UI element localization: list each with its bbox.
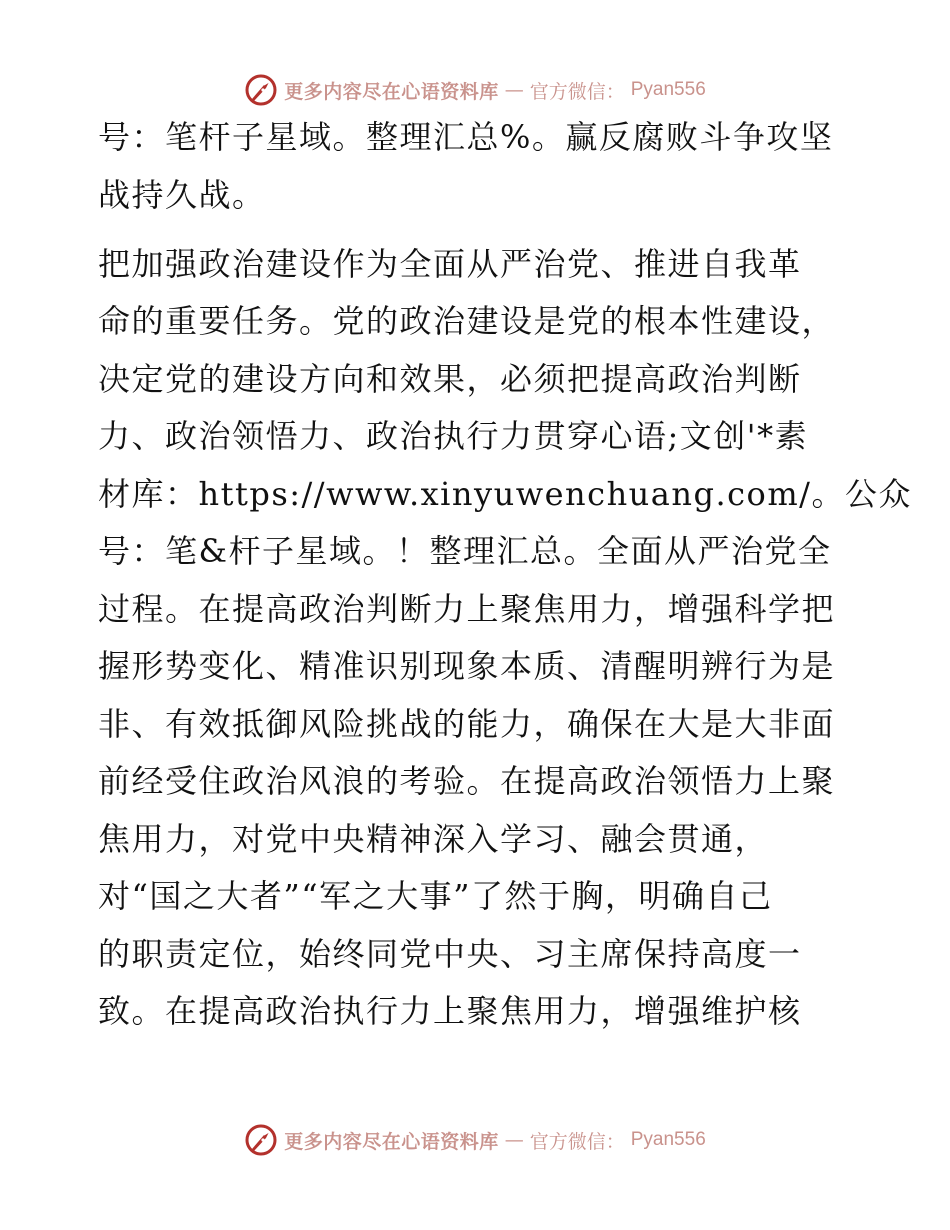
body-line: 焦用力，对党中央精神深入学习、融会贯通， <box>98 819 769 858</box>
body-line: 战持久战。 <box>98 175 266 214</box>
body-line: 力、政治领悟力、政治执行力贯穿心语;文创'*素 <box>98 417 809 455</box>
body-line: 号：笔杆子星域。整理汇总%。赢反腐败斗争攻坚 <box>98 118 834 156</box>
body-line: 致。在提高政治执行力上聚焦用力，增强维护核 <box>98 992 802 1030</box>
body-line: 材库：https://www.xinyuwenchuang.com/。公众 <box>98 474 912 513</box>
watermark-separator: — <box>504 79 524 101</box>
watermark-wechat-id: Pyan556 <box>630 79 706 100</box>
watermark-wechat-id: Pyan556 <box>630 1129 706 1150</box>
header-watermark <box>0 70 950 110</box>
body-line: 非、有效抵御风险挑战的能力，确保在大是大非面 <box>98 704 836 743</box>
body-line: 过程。在提高政治判断力上聚焦用力，增强科学把 <box>98 589 836 628</box>
body-line: 把加强政治建设作为全面从严治党、推进自我革 <box>98 244 802 283</box>
document-body <box>98 118 912 1050</box>
watermark-separator: — <box>504 1129 524 1151</box>
watermark-official-label: 官方微信： <box>529 80 625 103</box>
watermark-brand: 更多内容尽在心语资料库 <box>284 80 499 103</box>
body-line: 握形势变化、精准识别现象本质、清醒明辨行为是 <box>98 647 836 685</box>
watermark-official-label: 官方微信： <box>529 1130 625 1153</box>
footer-watermark <box>0 1120 950 1160</box>
watermark-brand: 更多内容尽在心语资料库 <box>284 1130 499 1153</box>
pen-nib-logo-icon <box>244 1123 278 1157</box>
body-line: 的职责定位，始终同党中央、习主席保持高度一 <box>98 934 802 973</box>
body-line: 号：笔&杆子星域。！整理汇总。全面从严治党全 <box>98 532 832 570</box>
pen-nib-logo-icon <box>244 73 278 107</box>
body-line: 前经受住政治风浪的考验。在提高政治领悟力上聚 <box>98 762 836 800</box>
body-line: 决定党的建设方向和效果，必须把提高政治判断 <box>98 359 802 398</box>
body-line: 对“国之大者”“军之大事”了然于胸，明确自己 <box>98 877 773 915</box>
body-line: 命的重要任务。党的政治建设是党的根本性建设， <box>98 302 836 340</box>
